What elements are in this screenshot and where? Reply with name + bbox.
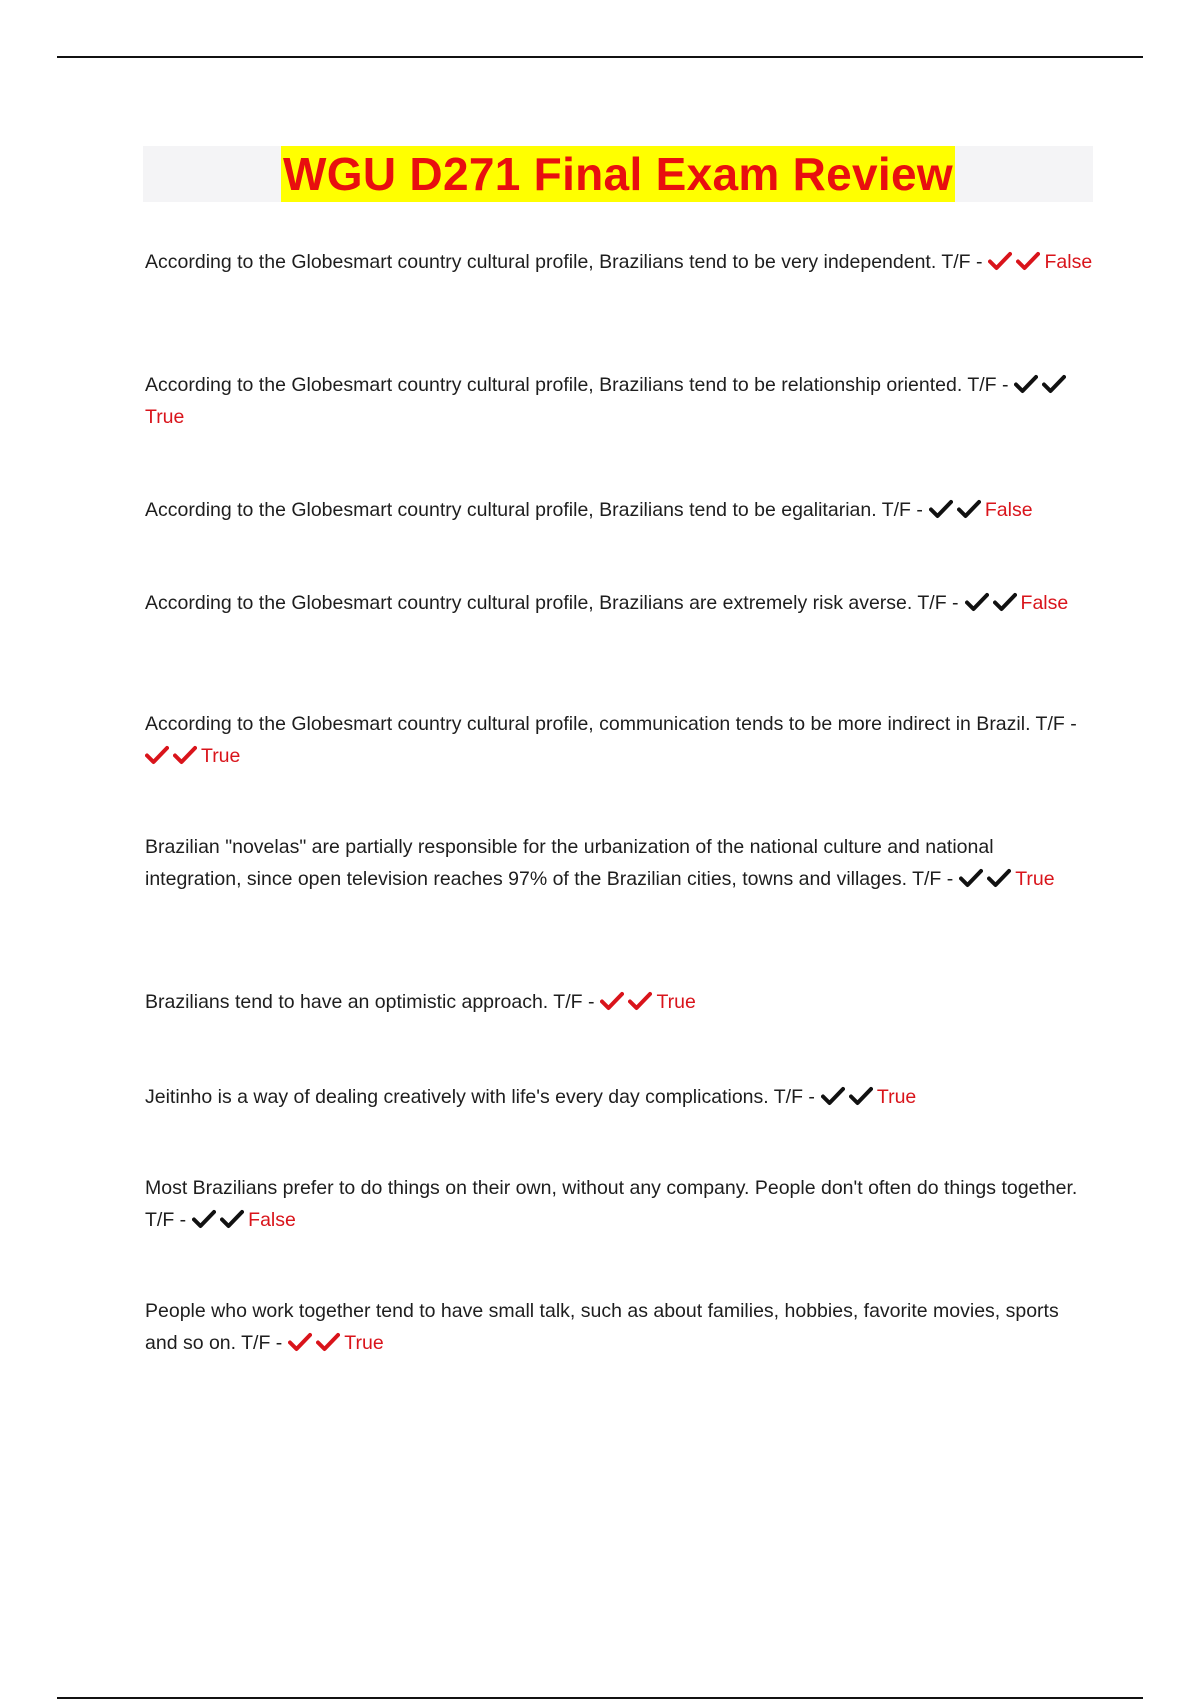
checkmark-icon [929,499,955,519]
answer-text: False [984,499,1033,521]
question-text: According to the Globesmart country cultural profile, Brazilians tend to be relationship oriented. T/F - [145,374,1009,396]
qa-item [145,369,1095,433]
checkmark-icon [959,868,985,888]
checkmark-icon [145,745,171,765]
question-text: Jeitinho is a way of dealing creatively with life's every day complications. T/F - [145,1086,815,1108]
checkmark-icon [316,1332,342,1352]
title-band [143,146,1093,202]
question-text: Most Brazilians prefer to do things on their own, without any company. People don't often do things together. T/F - [145,1177,1078,1231]
question-text: According to the Globesmart country cultural profile, Brazilians are extremely risk averse. T/F - [145,592,959,614]
checkmark-icon [173,745,199,765]
question-text: According to the Globesmart country cultural profile, communication tends to be more indirect in Brazil. T/F - [145,713,1077,735]
qa-item [145,1172,1095,1236]
checkmark-icon [965,592,991,612]
question-text: People who work together tend to have small talk, such as about families, hobbies, favorite movies, sports and so on. T/F - [145,1300,1059,1354]
checkmark-icon [821,1086,847,1106]
bottom-rule [57,1697,1143,1699]
qa-item [145,494,1095,526]
checkmark-icon [220,1209,246,1229]
qa-item [145,1295,1095,1359]
top-rule [57,56,1143,58]
page-title: WGU D271 Final Exam Review [283,148,953,200]
qa-item [145,246,1095,278]
checkmark-icon [600,991,626,1011]
answer-text: True [344,1332,384,1354]
answer-text: True [1015,868,1055,890]
answer-text: True [145,406,185,428]
checkmark-icon [288,1332,314,1352]
qa-item [145,1081,1095,1113]
answer-text: True [656,991,696,1013]
question-text: According to the Globesmart country cultural profile, Brazilians tend to be very independent. T/F - [145,251,983,273]
checkmark-icon [1014,374,1040,394]
checkmark-icon [993,592,1019,612]
checkmark-icon [628,991,654,1011]
checkmark-icon [192,1209,218,1229]
answer-text: True [876,1086,917,1108]
answer-text: False [1044,251,1093,273]
checkmark-icon [987,868,1013,888]
qa-item [145,708,1095,772]
answer-text: False [1020,592,1069,614]
question-text: Brazilians tend to have an optimistic approach. T/F - [145,991,595,1013]
qa-item [145,831,1095,895]
question-text: According to the Globesmart country cultural profile, Brazilians tend to be egalitarian. T/F - [145,499,923,521]
qa-item [145,587,1095,619]
qa-item [145,986,1095,1018]
checkmark-icon [1042,374,1068,394]
checkmark-icon [988,251,1014,271]
answer-text: True [201,745,241,767]
checkmark-icon [849,1086,875,1106]
question-text: Brazilian "novelas" are partially responsible for the urbanization of the national culture and national integration, since open television reaches 97% of the Brazilian cities, towns and villages. T/F - [145,836,994,890]
checkmark-icon [957,499,983,519]
checkmark-icon [1016,251,1042,271]
answer-text: False [248,1209,296,1231]
